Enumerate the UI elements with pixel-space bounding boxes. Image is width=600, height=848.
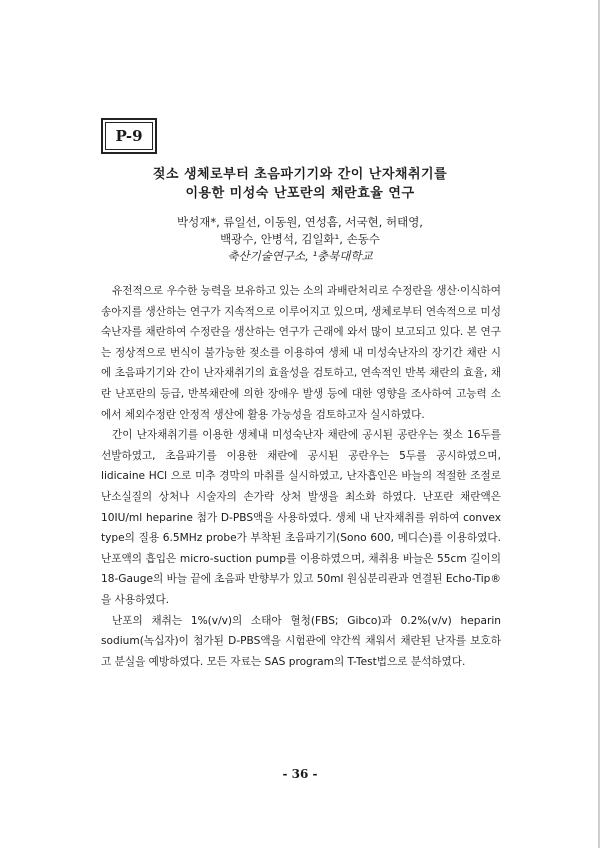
poster-code-badge [101,118,157,154]
poster-code: P-9 [105,122,153,150]
paragraph-3: 난포의 채취는 1%(v/v)의 소태아 혈청(FBS; Gibco)과 0.2%(v/v) heparin sodium(녹십자)이 첨가된 D-PBS액을 시험관에 약간씩 채워서 채란된 난자를 보호하고 분실을 예방하였다. 모든 자료는 SAS program의 T-Test법으로 분석하였다. [101,614,501,668]
affiliation: 축산기술연구소, ¹충북대학교 [227,249,373,263]
abstract-body [101,281,501,672]
title-line-1: 젖소 생체로부터 초음파기기와 간이 난자채취기를 [152,167,448,182]
page-number: - 36 - [282,767,318,781]
paragraph-2: 간이 난자채취기를 이용한 생체내 미성숙난자 채란에 공시된 공란우는 젖소 16두를 선발하였고, 초음파기를 이용한 채란에 공시된 공란우는 5두를 공시하였으며, lidicaine HCl 으로 미추 경막의 마취를 실시하였고, 난자흡인은 바늘의 적절한 조절로 난소실질의 상처나 시술자의 손가락 상처 발생을 최소화 하였다. 난포란 채란액은 10IU/ml heparine 첨가 D-PBS액을 사용하였다. 생체 내 난자채취를 위하여 convex type의 질용 6.5MHz probe가 부착된 초음파기기(Sono 600, 메디슨)를 이용하였다. 난포액의 흡입은 micro-suction pump를 이용하였으며, 채취용 바늘은 55cm 길이의 18-Gauge의 바늘 끝에 초음파 반향부가 있고 50ml 원심분리관과 연결된 Echo-Tip® 을 사용하였다. [101,429,501,606]
authors-line-1: 박성재*, 류일선, 이동원, 연성흠, 서국현, 허태영, [177,215,423,229]
authors-line-2: 백광수, 안병석, 김일화¹, 손동수 [220,232,380,246]
title-line-2: 이용한 미성숙 난포란의 채란효율 연구 [185,186,415,201]
paragraph-1: 유전적으로 우수한 능력을 보유하고 있는 소의 과배란처리로 수정란을 생산·이식하여 송아지를 생산하는 연구가 지속적으로 이루어지고 있으며, 생체로부터 연속적으로 미성숙난자를 채란하여 수정란을 생산하는 연구가 근래에 와서 많이 보고되고 있다. 본 연구는 정상적으로 번식이 불가능한 젖소를 이용하여 생체 내 미성숙난자의 장기간 채란 시에 초음파기기와 간이 난자채취기의 효율성을 검토하고, 연속적인 반복 채란의 효율, 채란 난포란의 등급, 반복채란에 의한 장애우 발생 등에 대한 영향을 조사하여 고능력 소에서 체외수정란 안정적 생산에 활용 가능성을 검토하고자 실시하였다. [101,285,501,421]
